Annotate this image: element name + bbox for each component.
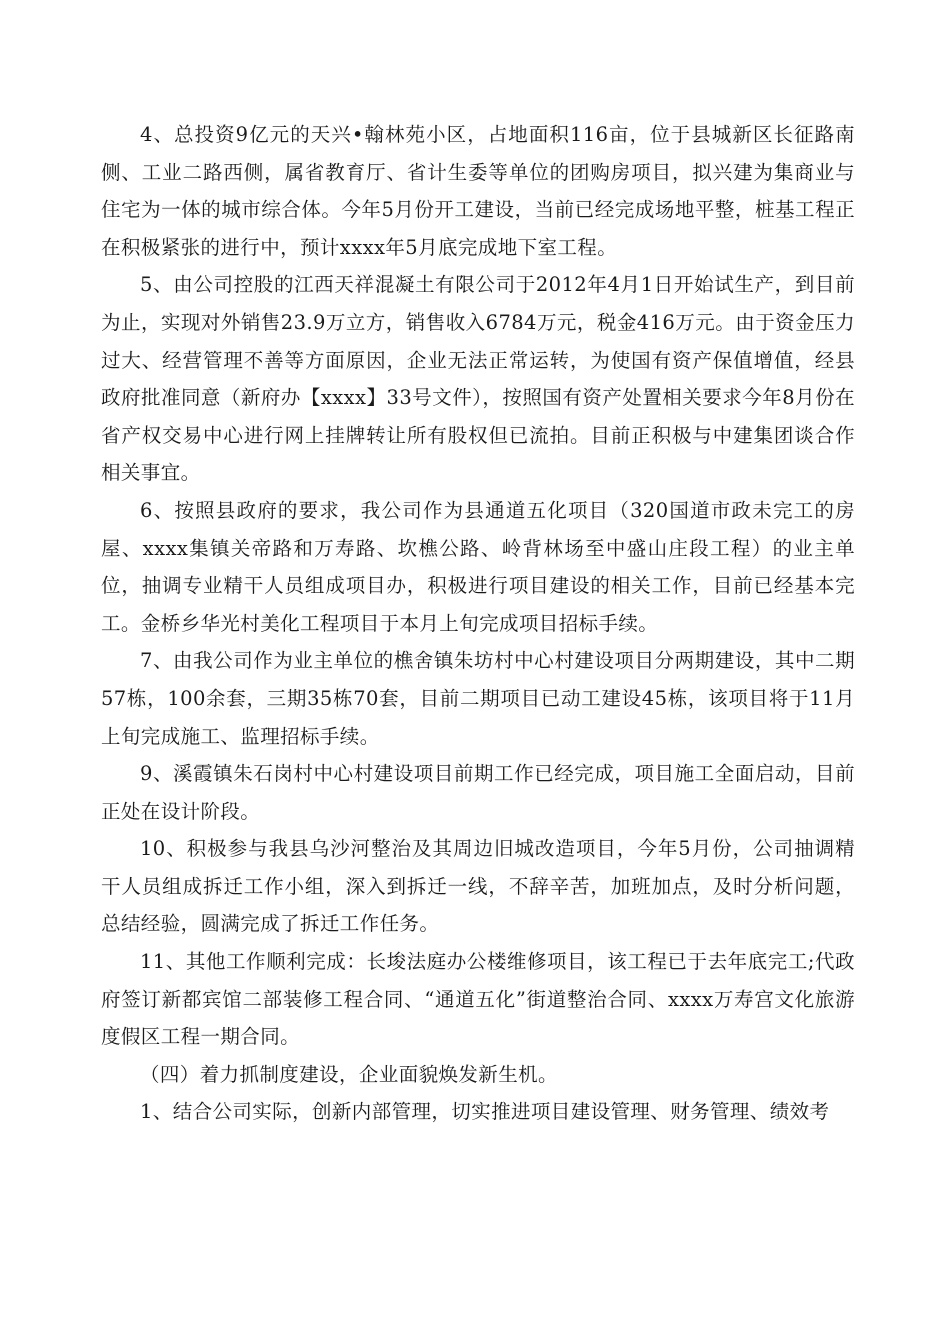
paragraph-item-11: 11、其他工作顺利完成：长埈法庭办公楼维修项目，该工程已于去年底完工;代政府签订新都宾馆二部装修工程合同、“通道五化”街道整治合同、xxxx万寿宫文化旅游度假区工程一期合同。 [101,950,855,1049]
document-body [101,116,855,1131]
paragraph-item-10: 10、积极参与我县乌沙河整治及其周边旧城改造项目，今年5月份，公司抽调精干人员组成拆迁工作小组，深入到拆迁一线，不辞辛苦，加班加点，及时分析问题，总结经验，圆满完成了拆迁工作任务。 [101,837,855,936]
paragraph-item-5: 5、由公司控股的江西天祥混凝土有限公司于2012年4月1日开始试生产，到目前为止，实现对外销售23.9万立方，销售收入6784万元，税金416万元。由于资金压力过大、经营管理不善等方面原因，企业无法正常运转，为使国有资产保值增值，经县政府批准同意（新府办【xxxx】33号文件），按照国有资产处置相关要求今年8月份在省产权交易中心进行网上挂牌转让所有股权但已流拍。目前正积极与中建集团谈合作相关事宜。 [101,273,855,485]
paragraph-item-4: 4、总投资9亿元的天兴•翰林苑小区，占地面积116亩，位于县城新区长征路南侧、工业二路西侧，属省教育厅、省计生委等单位的团购房项目，拟兴建为集商业与住宅为一体的城市综合体。今年5月份开工建设，当前已经完成场地平整，桩基工程正在积极紧张的进行中，预计xxxx年5月底完成地下室工程。 [101,123,855,259]
section-heading-4: （四）着力抓制度建设，企业面貌焕发新生机。 [140,1062,558,1086]
paragraph-item-9: 9、溪霞镇朱石岗村中心村建设项目前期工作已经完成，项目施工全面启动，目前正处在设计阶段。 [101,762,855,823]
paragraph-item-6: 6、按照县政府的要求，我公司作为县通道五化项目（320国道市政未完工的房屋、xxxx集镇关帝路和万寿路、坎樵公路、岭背林场至中盛山庄段工程）的业主单位，抽调专业精干人员组成项目办，积极进行项目建设的相关工作，目前已经基本完工。金桥乡华光村美化工程项目于本月上旬完成项目招标手续。 [101,498,855,635]
paragraph-item-7: 7、由我公司作为业主单位的樵舍镇朱坊村中心村建设项目分两期建设，其中二期57栋，100余套，三期35栋70套，目前二期项目已动工建设45栋，该项目将于11月上旬完成施工、监理招标手续。 [101,649,855,748]
paragraph-item-1: 1、结合公司实际，创新内部管理，切实推进项目建设管理、财务管理、绩效考 [140,1100,830,1124]
